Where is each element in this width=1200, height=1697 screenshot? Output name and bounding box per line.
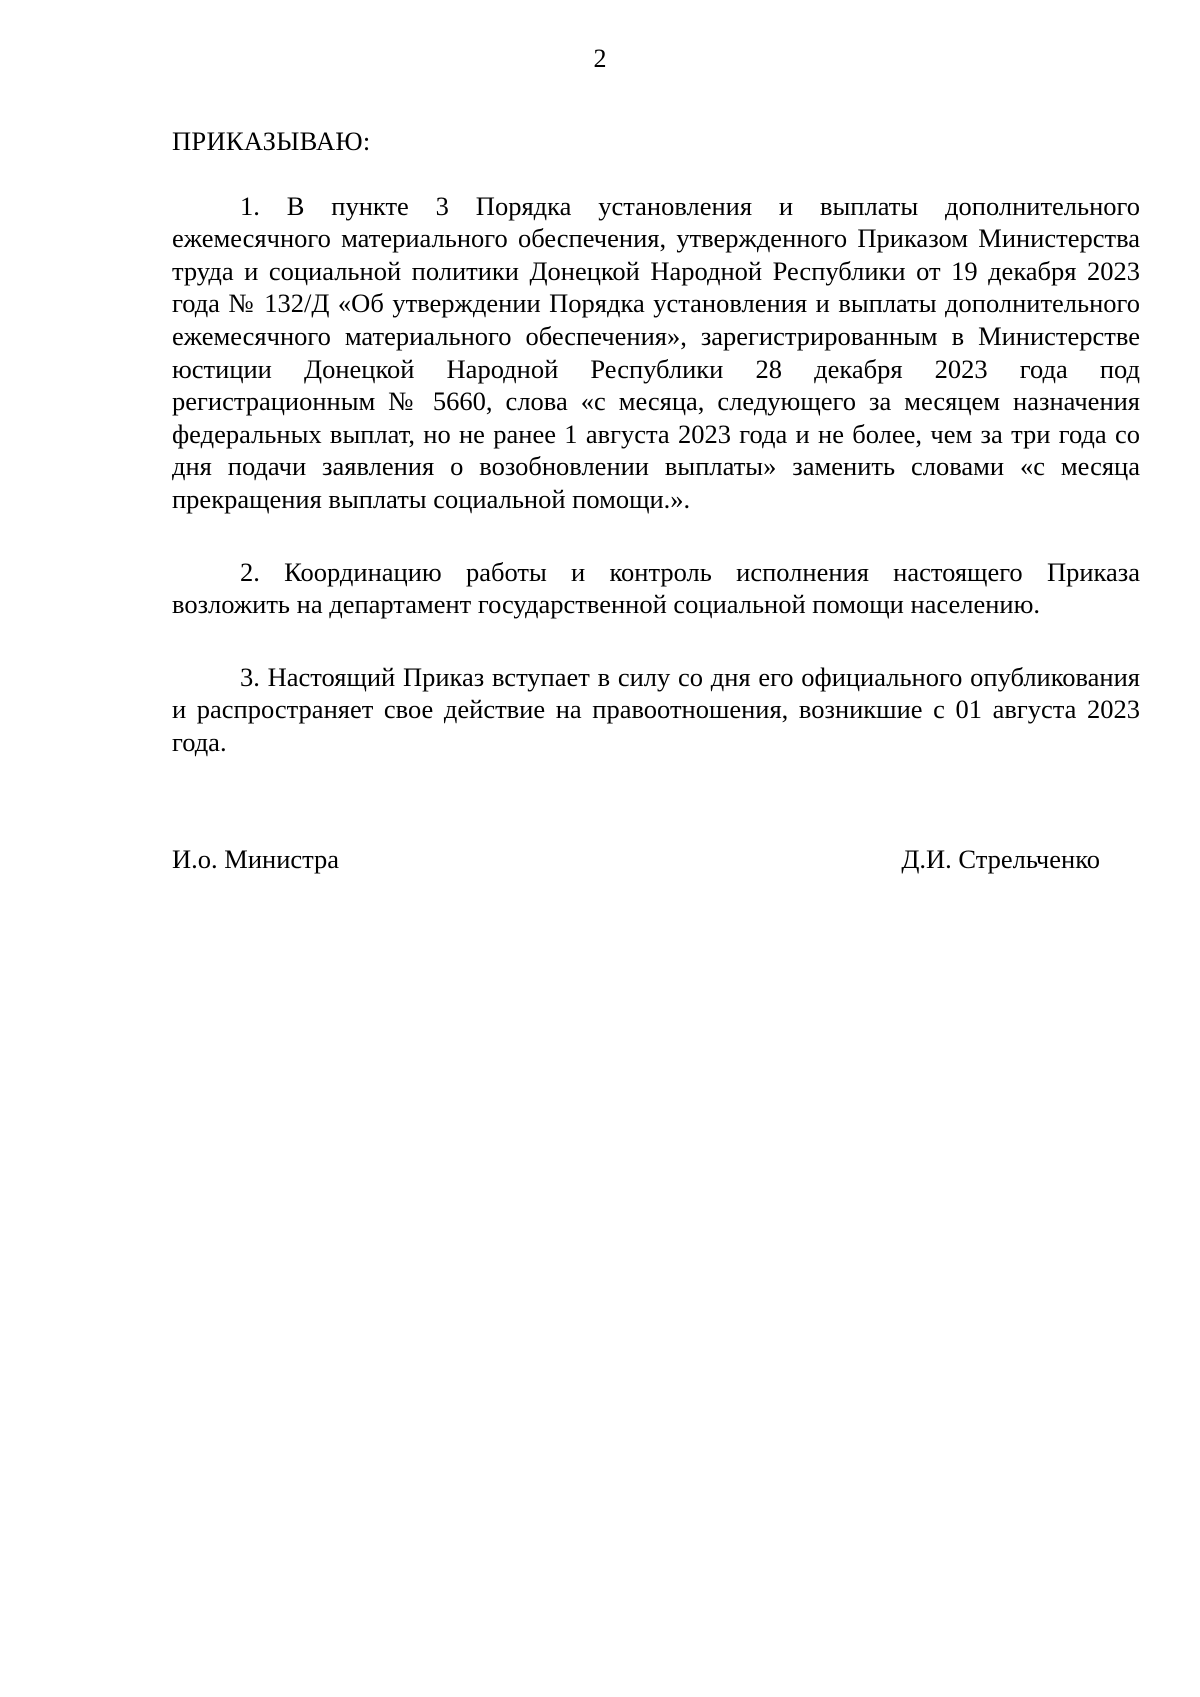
signature-block bbox=[172, 843, 1100, 875]
paragraph-1: 1. В пункте 3 Порядка установления и выплаты дополнительного ежемесячного материального обеспечения, утвержденного Приказом Министерства труда и социальной политики Донецкой Народной Республики от 19 декабря 2023 года № 132/Д «Об утверждении Порядка установления и выплаты дополнительного ежемесячного материального обеспечения», зарегистрированным в Министерстве юстиции Донецкой Народной Республики 28 декабря 2023 года под регистрационным № 5660, слова «с месяца, следующего за месяцем назначения федеральных выплат, но не ранее 1 августа 2023 года и не более, чем за три года со дня подачи заявления о возобновлении выплаты» заменить словами «с месяца прекращения выплаты социальной помощи.». bbox=[172, 190, 1140, 514]
document-body bbox=[172, 125, 1140, 799]
signatory-name: Д.И. Стрельченко bbox=[901, 844, 1100, 874]
order-heading: ПРИКАЗЫВАЮ: bbox=[172, 126, 371, 156]
page-number: 2 bbox=[593, 44, 607, 73]
paragraph-2: 2. Координацию работы и контроль исполнения настоящего Приказа возложить на департамент государственной социальной помощи населению. bbox=[172, 556, 1140, 620]
paragraph-3: 3. Настоящий Приказ вступает в силу со дня его официального опубликования и распространяет свое действие на правоотношения, возникшие с 01 августа 2023 года. bbox=[172, 661, 1140, 757]
signatory-position: И.о. Министра bbox=[172, 844, 340, 874]
